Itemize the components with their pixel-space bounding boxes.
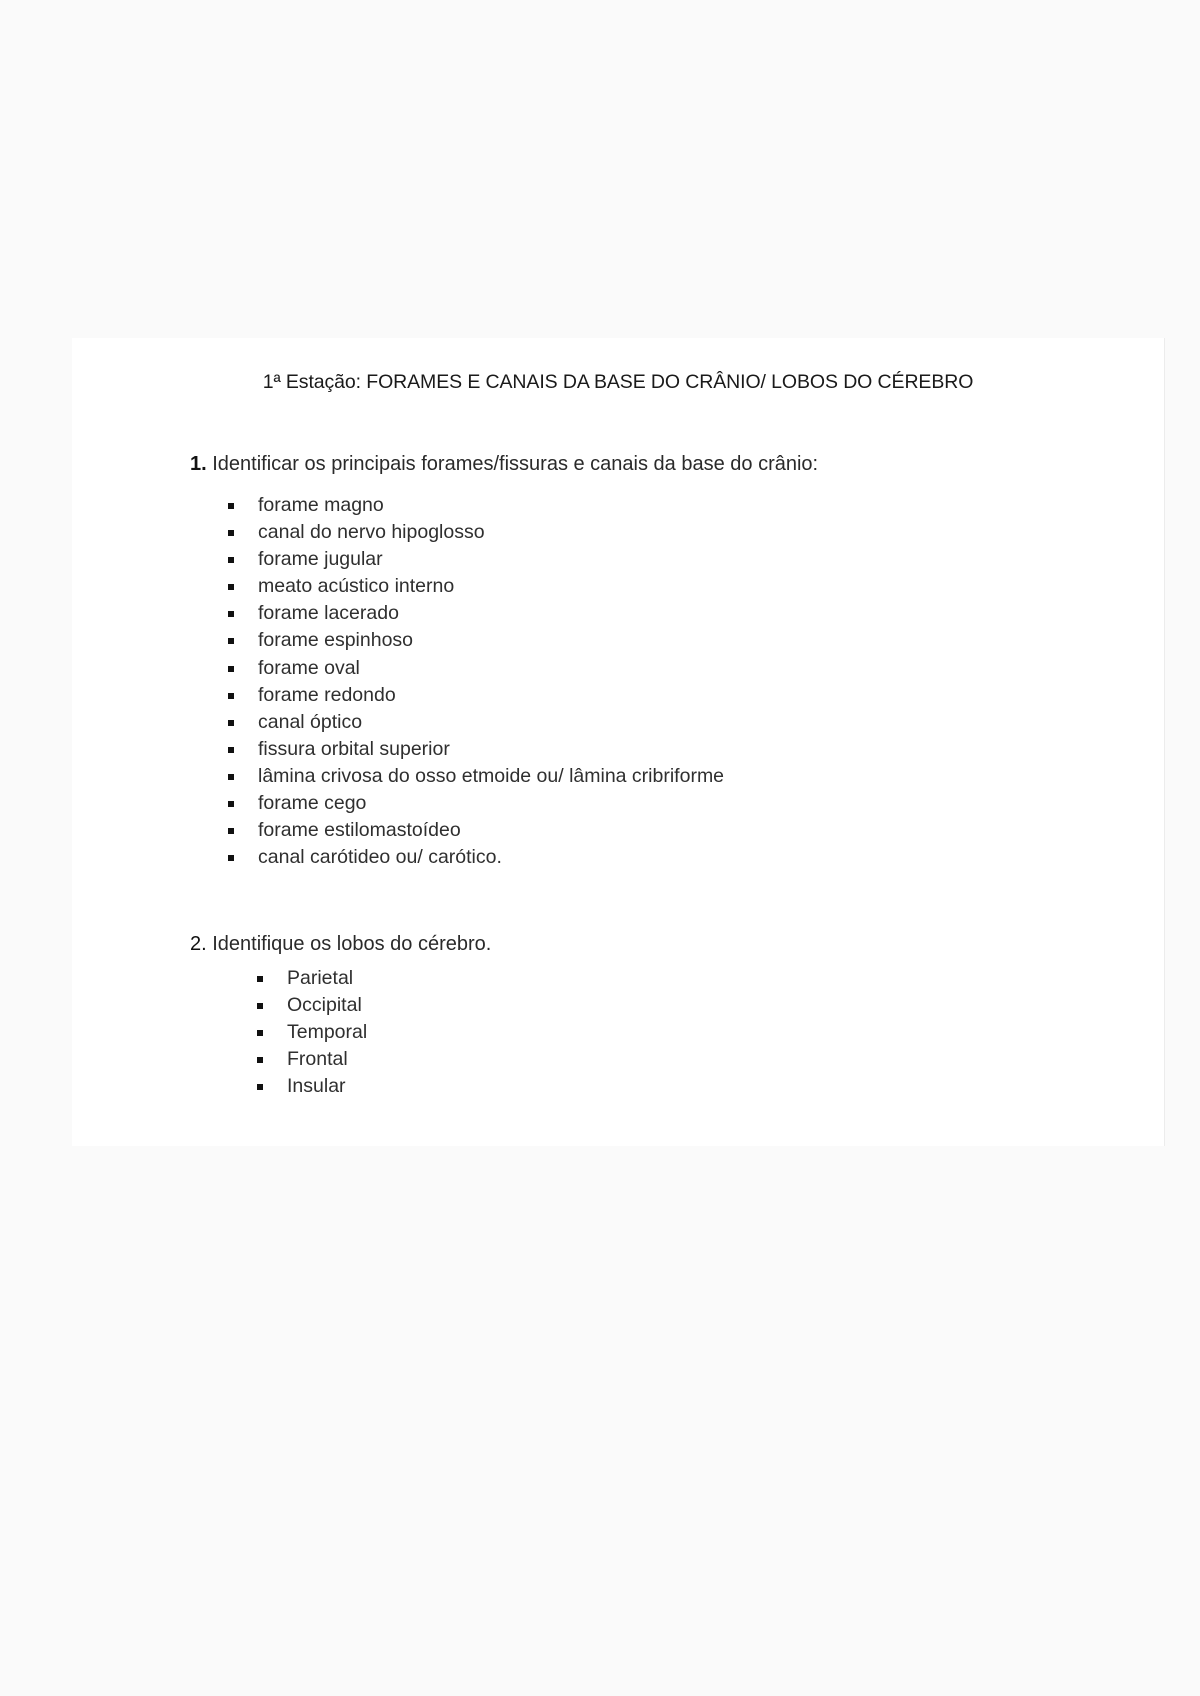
square-bullet-icon — [228, 774, 234, 780]
square-bullet-icon — [228, 747, 234, 753]
square-bullet-icon — [228, 503, 234, 509]
square-bullet-icon — [257, 976, 263, 982]
square-bullet-icon — [257, 1084, 263, 1090]
list-item: canal óptico — [258, 709, 724, 736]
list-item: meato acústico interno — [258, 573, 724, 600]
list-item: canal carótideo ou/ carótico. — [258, 844, 724, 871]
square-bullet-icon — [228, 801, 234, 807]
list-item: forame oval — [258, 655, 724, 682]
list-item: fissura orbital superior — [258, 736, 724, 763]
square-bullet-icon — [228, 855, 234, 861]
list-item: Parietal — [287, 965, 367, 992]
list-item: Frontal — [287, 1046, 367, 1073]
document-page — [72, 338, 1164, 1146]
page-title: 1ª Estação: FORAMES E CANAIS DA BASE DO CRÂNIO/ LOBOS DO CÉREBRO — [262, 371, 974, 393]
question-2-list — [287, 965, 367, 1100]
list-item: Occipital — [287, 992, 367, 1019]
square-bullet-icon — [228, 530, 234, 536]
question-1-number: 1. — [190, 453, 207, 475]
question-2-text: Identifique os lobos do cérebro. — [206, 933, 492, 955]
square-bullet-icon — [228, 584, 234, 590]
list-item: canal do nervo hipoglosso — [258, 519, 724, 546]
square-bullet-icon — [257, 1057, 263, 1063]
square-bullet-icon — [228, 828, 234, 834]
square-bullet-icon — [228, 638, 234, 644]
list-item: forame jugular — [258, 546, 724, 573]
list-item: forame cego — [258, 790, 724, 817]
list-item: lâmina crivosa do osso etmoide ou/ lâmina cribriforme — [258, 763, 724, 790]
question-1 — [190, 453, 818, 476]
square-bullet-icon — [228, 720, 234, 726]
list-item: forame lacerado — [258, 600, 724, 627]
list-item: forame espinhoso — [258, 627, 724, 654]
question-1-list — [258, 492, 724, 871]
question-2 — [190, 933, 491, 956]
square-bullet-icon — [228, 666, 234, 672]
square-bullet-icon — [228, 557, 234, 563]
list-item: forame redondo — [258, 682, 724, 709]
list-item: forame estilomastoídeo — [258, 817, 724, 844]
square-bullet-icon — [257, 1030, 263, 1036]
list-item: forame magno — [258, 492, 724, 519]
square-bullet-icon — [257, 1003, 263, 1009]
list-item: Temporal — [287, 1019, 367, 1046]
list-item: Insular — [287, 1073, 367, 1100]
question-2-number: 2. — [190, 933, 207, 955]
square-bullet-icon — [228, 611, 234, 617]
square-bullet-icon — [228, 693, 234, 699]
question-1-text: Identificar os principais forames/fissuras e canais da base do crânio: — [206, 453, 819, 475]
